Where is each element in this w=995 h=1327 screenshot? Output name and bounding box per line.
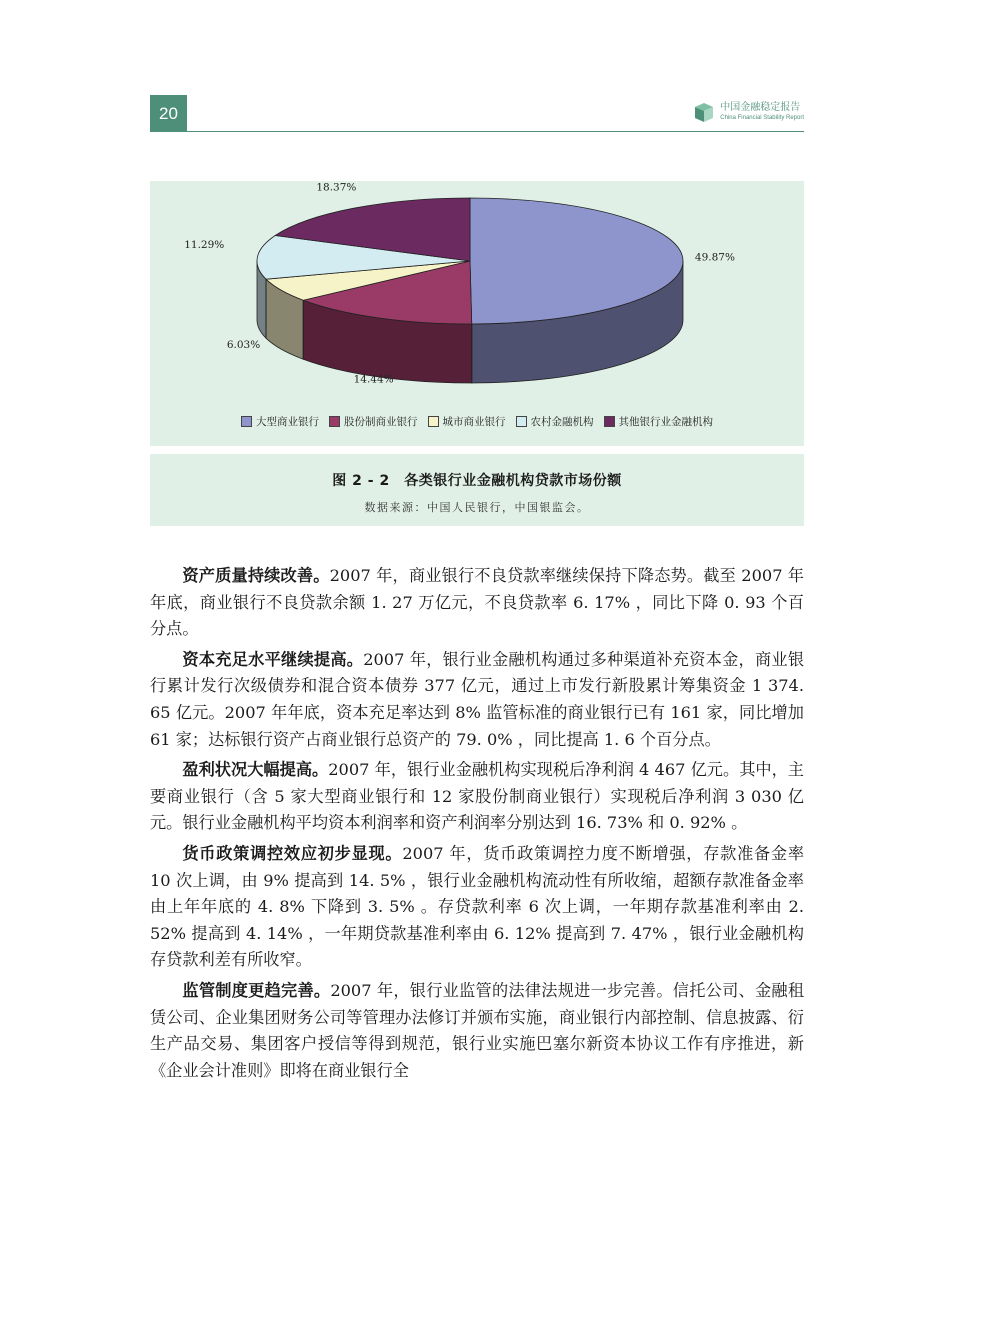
paragraph-text: 2007 年，银行业金融机构实现税后净利润 4 467 亿元。其中，主要商业银行（含 5 家大型商业银行和 12 家股份制商业银行）实现税后净利润 3 030 亿元。银行业金融机构平均资本利润率和资产利润率分别达到 16. 73% 和 0. 92% 。	[150, 760, 804, 833]
paragraph-text: 2007 年，商业银行不良贷款率继续保持下降态势。截至 2007 年年底，商业银行不良贷款余额 1. 27 万亿元，不良贷款率 6. 17% ，同比下降 0. 93 个百分点。	[150, 566, 804, 639]
chart-legend	[150, 414, 804, 429]
legend-item	[516, 414, 594, 429]
figure-source: 数据来源：中国人民银行，中国银监会。	[364, 501, 590, 514]
legend-swatch	[428, 416, 439, 427]
figure-caption: 图 2 - 2 各类银行业金融机构贷款市场份额	[332, 473, 622, 489]
paragraph-lead: 监管制度更趋完善。	[182, 980, 331, 1000]
pie-data-label: 11.29%	[184, 239, 225, 252]
figure-caption-panel	[150, 454, 804, 526]
paragraph-lead: 货币政策调控效应初步显现。	[182, 843, 403, 863]
legend-swatch	[329, 416, 340, 427]
logo-title-en: China Financial Stability Report	[720, 115, 804, 121]
legend-swatch	[604, 416, 615, 427]
legend-item	[329, 414, 418, 429]
page-number: 20	[150, 95, 187, 132]
logo-title-cn: 中国金融稳定报告	[720, 102, 801, 113]
paragraph	[150, 841, 804, 974]
pie-data-label: 14.44%	[353, 373, 394, 386]
paragraph	[150, 757, 804, 837]
legend-label: 大型商业银行	[256, 416, 319, 428]
paragraph	[150, 647, 804, 753]
paragraph-text: 2007 年，货币政策调控力度不断增强，存款准备金率 10 次上调，由 9% 提高到 14. 5% ，银行业金融机构流动性有所收缩，超额存款准备金率由上年年底的 4. 8% 下降到 3. 5% 。存贷款利率 6 次上调，一年期存款基准利率由 2. 52% 提高到 4. 14% ，一年期贷款基准利率由 6. 12% 提高到 7. 47% ，银行业金融机构存贷款利差有所收窄。	[150, 843, 805, 970]
legend-label: 股份制商业银行	[344, 416, 418, 428]
pie-data-label: 18.37%	[316, 181, 357, 194]
body-text	[150, 563, 804, 1088]
page-header	[150, 95, 804, 132]
paragraph	[150, 978, 804, 1084]
figure-chart-panel	[150, 181, 804, 446]
pie-data-label: 49.87%	[694, 251, 735, 264]
pie-chart	[150, 181, 804, 411]
legend-label: 其他银行业金融机构	[618, 416, 713, 428]
cube-logo-icon	[693, 101, 715, 123]
report-logo	[693, 99, 804, 125]
paragraph	[150, 563, 804, 643]
legend-item	[428, 414, 506, 429]
legend-label: 城市商业银行	[442, 416, 506, 428]
header-rule	[187, 131, 804, 132]
legend-item	[241, 414, 319, 429]
paragraph-text: 2007 年，银行业监管的法律法规进一步完善。信托公司、金融租赁公司、企业集团财务公司等管理办法修订并颁布实施，商业银行内部控制、信息披露、衍生产品交易、集团客户授信等得到规范，银行业实施巴塞尔新资本协议工作有序推进，新《企业会计准则》即将在商业银行全	[150, 980, 805, 1080]
legend-swatch	[241, 416, 252, 427]
paragraph-lead: 盈利状况大幅提高。	[182, 760, 329, 780]
paragraph-lead: 资产质量持续改善。	[182, 566, 330, 585]
paragraph-text: 2007 年，银行业金融机构通过多种渠道补充资本金，商业银行累计发行次级债券和混合资本债券 377 亿元，通过上市发行新股累计筹集资金 1 374. 65 亿元。2007 年年底，资本充足率达到 8% 监管标准的商业银行已有 161 家，同比增加 61 家；达标银行资产占商业银行总资产的 79. 0% ，同比提高 1. 6 个百分点。	[150, 649, 805, 749]
paragraph-lead: 资本充足水平继续提高。	[182, 649, 364, 669]
legend-label: 农村金融机构	[530, 416, 594, 428]
legend-swatch	[516, 416, 527, 427]
legend-item	[604, 414, 714, 429]
pie-data-label: 6.03%	[226, 339, 261, 352]
